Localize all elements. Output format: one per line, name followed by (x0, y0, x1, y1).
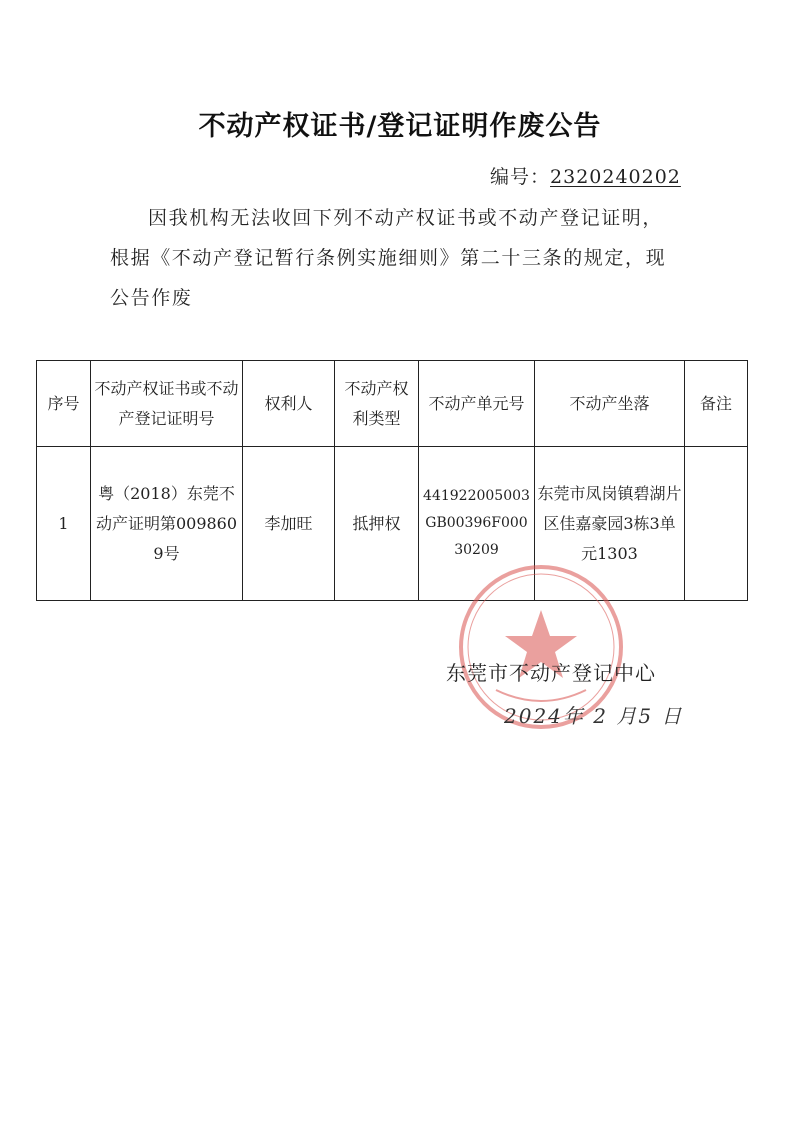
announcement-paragraph: 因我机构无法收回下列不动产权证书或不动产登记证明，根据《不动产登记暂行条例实施细则》第二十三条的规定，现公告作废 (110, 207, 667, 309)
table-header-row (37, 361, 748, 447)
document-number (490, 162, 681, 189)
number-label: 编号： (490, 166, 551, 188)
cell-index: 1 (37, 447, 91, 601)
table-row (37, 447, 748, 601)
issuer-name: 东莞市不动产登记中心 (446, 661, 656, 685)
number-value: 2320240202 (550, 166, 681, 188)
issue-date: 2024年 2 月5 日 (504, 704, 684, 728)
cell-address: 东莞市凤岗镇碧湖片区佳嘉豪园3栋3单元1303 (535, 447, 685, 601)
header-address: 不动产坐落 (535, 361, 685, 447)
header-holder: 权利人 (243, 361, 335, 447)
cell-unit-no: 441922005003GB00396F00030209 (419, 447, 535, 601)
records-table (36, 360, 748, 601)
cell-right-type: 抵押权 (335, 447, 419, 601)
cell-remark (685, 447, 748, 601)
header-index: 序号 (37, 361, 91, 447)
cell-holder: 李加旺 (243, 447, 335, 601)
header-unit-no: 不动产单元号 (419, 361, 535, 447)
cell-certificate-no: 粤（2018）东莞不动产证明第0098609号 (91, 447, 243, 601)
header-remark: 备注 (685, 361, 748, 447)
header-certificate-no: 不动产权证书或不动产登记证明号 (91, 361, 243, 447)
header-right-type: 不动产权利类型 (335, 361, 419, 447)
document-title: 不动产权证书/登记证明作废公告 (198, 111, 602, 142)
